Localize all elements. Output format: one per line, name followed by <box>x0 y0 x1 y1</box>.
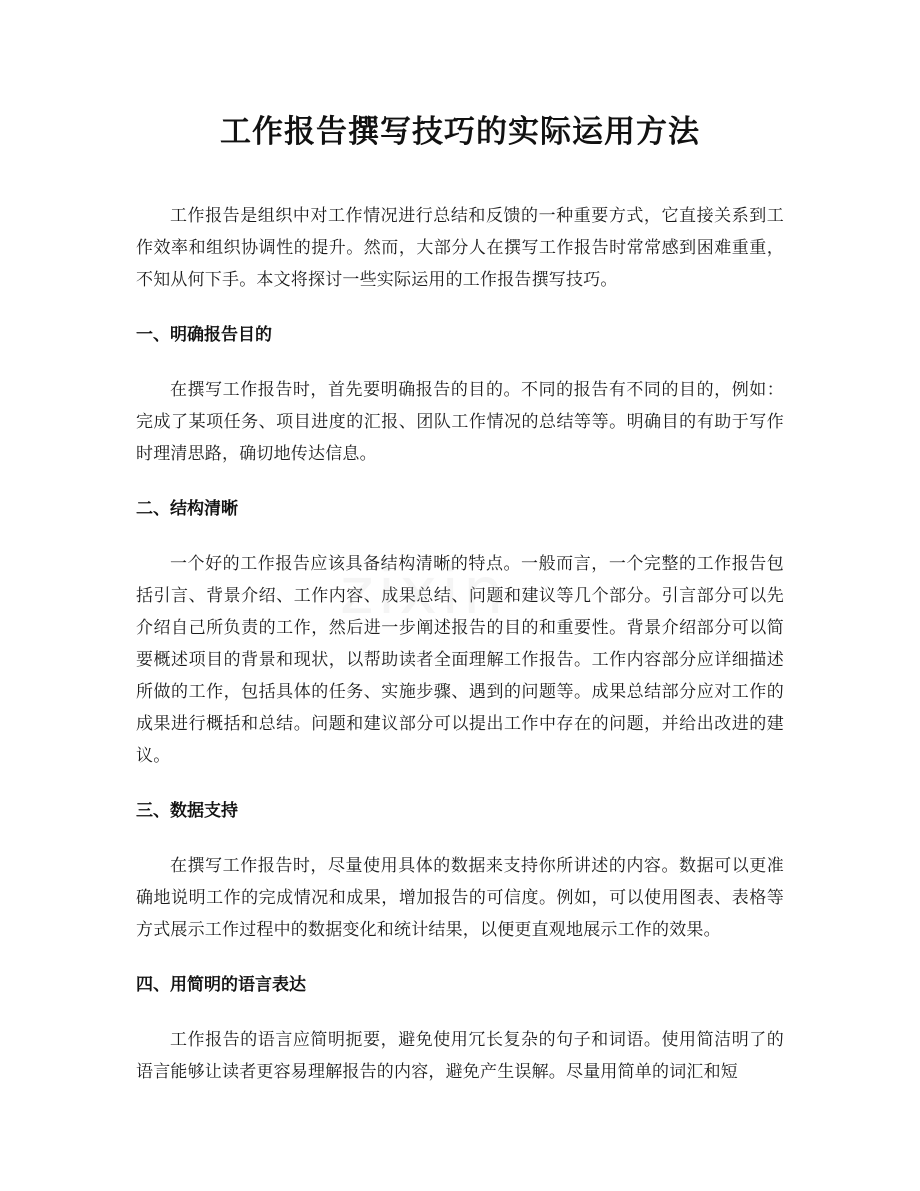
section-heading-structure: 二、结构清晰 <box>136 499 238 519</box>
watermark: zixin <box>340 555 508 629</box>
intro-paragraph: 工作报告是组织中对工作情况进行总结和反馈的一种重要方式，它直接关系到工作效率和组织协调性的提升。然而，大部分人在撰写工作报告时常常感到困难重重，不知从何下手。本文将探讨一些实际运用的工作报告撰写技巧。 <box>136 206 784 290</box>
section-heading-data: 三、数据支持 <box>136 801 238 821</box>
section-body-language: 工作报告的语言应简明扼要，避免使用冗长复杂的句子和词语。使用简洁明了的语言能够让读者更容易理解报告的内容，避免产生误解。尽量用简单的词汇和短 <box>136 1030 784 1082</box>
section-body-data: 在撰写工作报告时，尽量使用具体的数据来支持你所讲述的内容。数据可以更准确地说明工作的完成情况和成果，增加报告的可信度。例如，可以使用图表、表格等方式展示工作过程中的数据变化和统计结果，以便更直观地展示工作的效果。 <box>136 856 784 940</box>
section-body-purpose: 在撰写工作报告时，首先要明确报告的目的。不同的报告有不同的目的，例如：完成了某项任务、项目进度的汇报、团队工作情况的总结等等。明确目的有助于写作时理清思路，确切地传达信息。 <box>136 380 784 464</box>
document-title: 工作报告撰写技巧的实际运用方法 <box>220 114 700 150</box>
section-heading-purpose: 一、明确报告目的 <box>136 325 272 345</box>
section-body-structure: 一个好的工作报告应该具备结构清晰的特点。一般而言，一个完整的工作报告包括引言、背景介绍、工作内容、成果总结、问题和建议等几个部分。引言部分可以先介绍自己所负责的工作，然后进一步阐述报告的目的和重要性。背景介绍部分可以简要概述项目的背景和现状，以帮助读者全面理解工作报告。工作内容部分应详细描述所做的工作，包括具体的任务、实施步骤、遇到的问题等。成果总结部分应对工作的成果进行概括和总结。问题和建议部分可以提出工作中存在的问题，并给出改进的建议。 <box>136 554 784 766</box>
section-heading-language: 四、用简明的语言表达 <box>136 975 306 995</box>
